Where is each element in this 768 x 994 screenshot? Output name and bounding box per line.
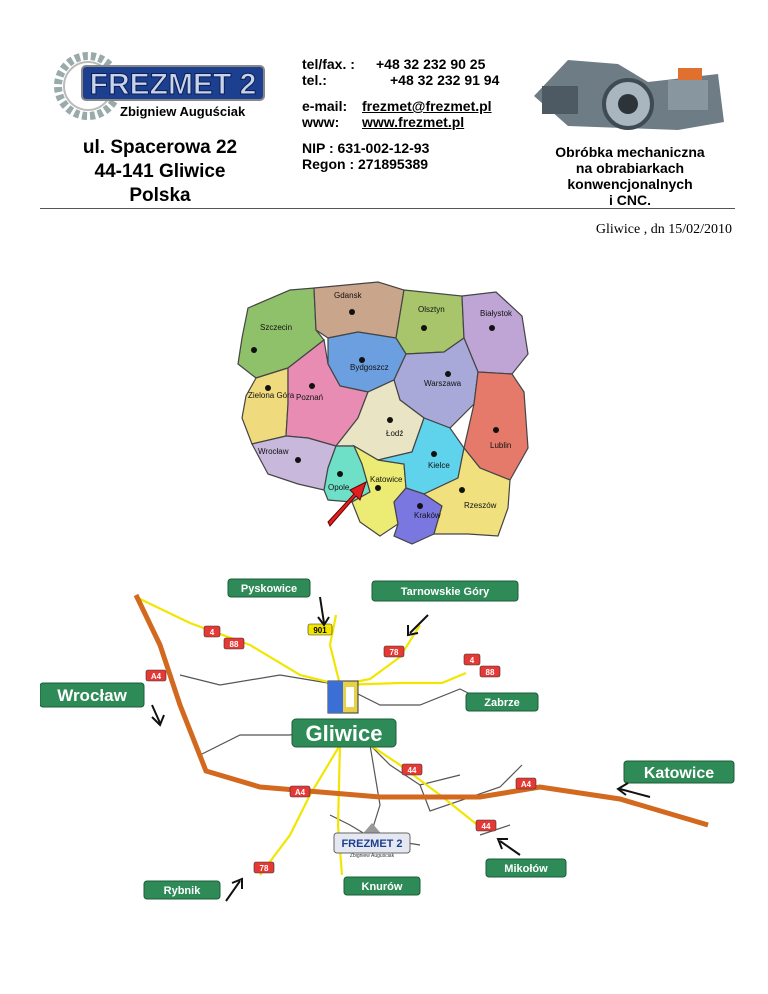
tel-label: tel.: — [302, 72, 327, 88]
road-badge-label: 901 — [313, 626, 327, 635]
regon-number: Regon : 271895389 — [302, 156, 429, 172]
region-label: Lublin — [490, 441, 512, 450]
road-badge-label: 44 — [481, 822, 491, 831]
road-badge-label: 78 — [259, 864, 269, 873]
direction-sign-label: Zabrze — [484, 696, 520, 709]
road-badge-label: 44 — [407, 766, 417, 775]
road-badge-label: A4 — [150, 672, 162, 681]
region-label: Rzeszów — [464, 501, 497, 510]
company-address — [40, 136, 280, 208]
region-label: Katowice — [370, 475, 403, 484]
road-badge-label: 88 — [229, 640, 239, 649]
region-label: Białystok — [480, 309, 513, 318]
city-dot — [421, 325, 427, 331]
region-label: Kraków — [414, 511, 441, 520]
machining-photo — [528, 46, 728, 134]
city-dot — [295, 457, 301, 463]
region-olsztyn — [396, 290, 464, 354]
address-city: 44-141 Gliwice — [94, 161, 226, 182]
logo-text: FREZMET 2 — [89, 68, 257, 101]
road-badge-label: 4 — [209, 628, 215, 637]
city-dot — [445, 371, 451, 377]
direction-sign-label: Rybnik — [163, 884, 201, 897]
address-street: ul. Spacerowa 22 — [82, 137, 238, 158]
region-label: Kielce — [428, 461, 450, 470]
region-label: Zielona Góra — [248, 391, 295, 400]
header-divider — [40, 208, 735, 209]
region-label: Wrocław — [258, 447, 289, 456]
region-label: Poznań — [296, 393, 324, 402]
region-label: Bydgoszcz — [350, 363, 389, 372]
city-dot — [375, 485, 381, 491]
region-zielona — [242, 368, 288, 444]
date-line: Gliwice , dn 15/02/2010 — [595, 222, 732, 237]
tel-value: +48 32 232 91 94 — [390, 72, 500, 88]
city-dot — [459, 487, 465, 493]
region-label: Szczecin — [260, 323, 293, 332]
nip-number: NIP : 631-002-12-93 — [302, 140, 430, 156]
region-label: Olsztyn — [418, 305, 445, 314]
poland-region-map — [228, 268, 540, 548]
city-dot — [251, 347, 257, 353]
marker-logo-text: FREZMET 2 — [341, 838, 403, 850]
direction-sign-label: Knurów — [361, 880, 403, 893]
region-wroclaw — [252, 436, 336, 490]
region-label: Opole — [328, 483, 350, 492]
address-country: Polska — [129, 185, 191, 206]
city-dot — [493, 427, 499, 433]
direction-sign-label: Katowice — [643, 764, 715, 782]
city-dot — [337, 471, 343, 477]
www-label: www: — [302, 114, 340, 130]
city-dot — [349, 309, 355, 315]
direction-sign-label: Mikołów — [504, 862, 548, 875]
coat-of-arms-icon — [328, 681, 358, 713]
service-line-1: Obróbka mechaniczna — [555, 144, 705, 160]
telfax-value: +48 32 232 90 25 — [376, 56, 486, 72]
city-dot — [387, 417, 393, 423]
road-badge-label: 4 — [469, 656, 475, 665]
direction-sign-label: Tarnowskie Góry — [400, 585, 490, 598]
road-badge-label: A4 — [520, 780, 532, 789]
city-dot — [431, 451, 437, 457]
region-label: Łodź — [386, 429, 404, 438]
city-dot — [309, 383, 315, 389]
website-link[interactable]: www.frezmet.pl — [362, 114, 465, 130]
service-line-3: konwencjonalnych — [567, 176, 693, 192]
road-badge-label: 88 — [485, 668, 495, 677]
road-badge-label: A4 — [294, 788, 306, 797]
city-dot — [489, 325, 495, 331]
city-name: Gliwice — [305, 721, 383, 746]
region-label: Gdansk — [334, 291, 362, 300]
service-line-4: i CNC. — [609, 192, 651, 208]
owner-name: Zbigniew Auguściak — [120, 104, 246, 119]
email-label: e-mail: — [302, 98, 348, 114]
direction-sign-label: Wrocław — [57, 686, 127, 706]
gliwice-access-map — [40, 575, 735, 905]
road-badge-label: 78 — [389, 648, 399, 657]
contact-block — [302, 56, 499, 172]
service-line-2: na obrabiarkach — [575, 160, 685, 176]
gliwice-sign — [292, 719, 396, 747]
email-link[interactable]: frezmet@frezmet.pl — [362, 98, 492, 114]
city-dot — [417, 503, 423, 509]
telfax-label: tel/fax. : — [302, 56, 355, 72]
marker-owner: Zbigniew Auguściak — [349, 853, 395, 859]
direction-sign-label: Pyskowice — [240, 582, 298, 595]
service-description — [530, 144, 730, 208]
region-label: Warszawa — [424, 379, 462, 388]
